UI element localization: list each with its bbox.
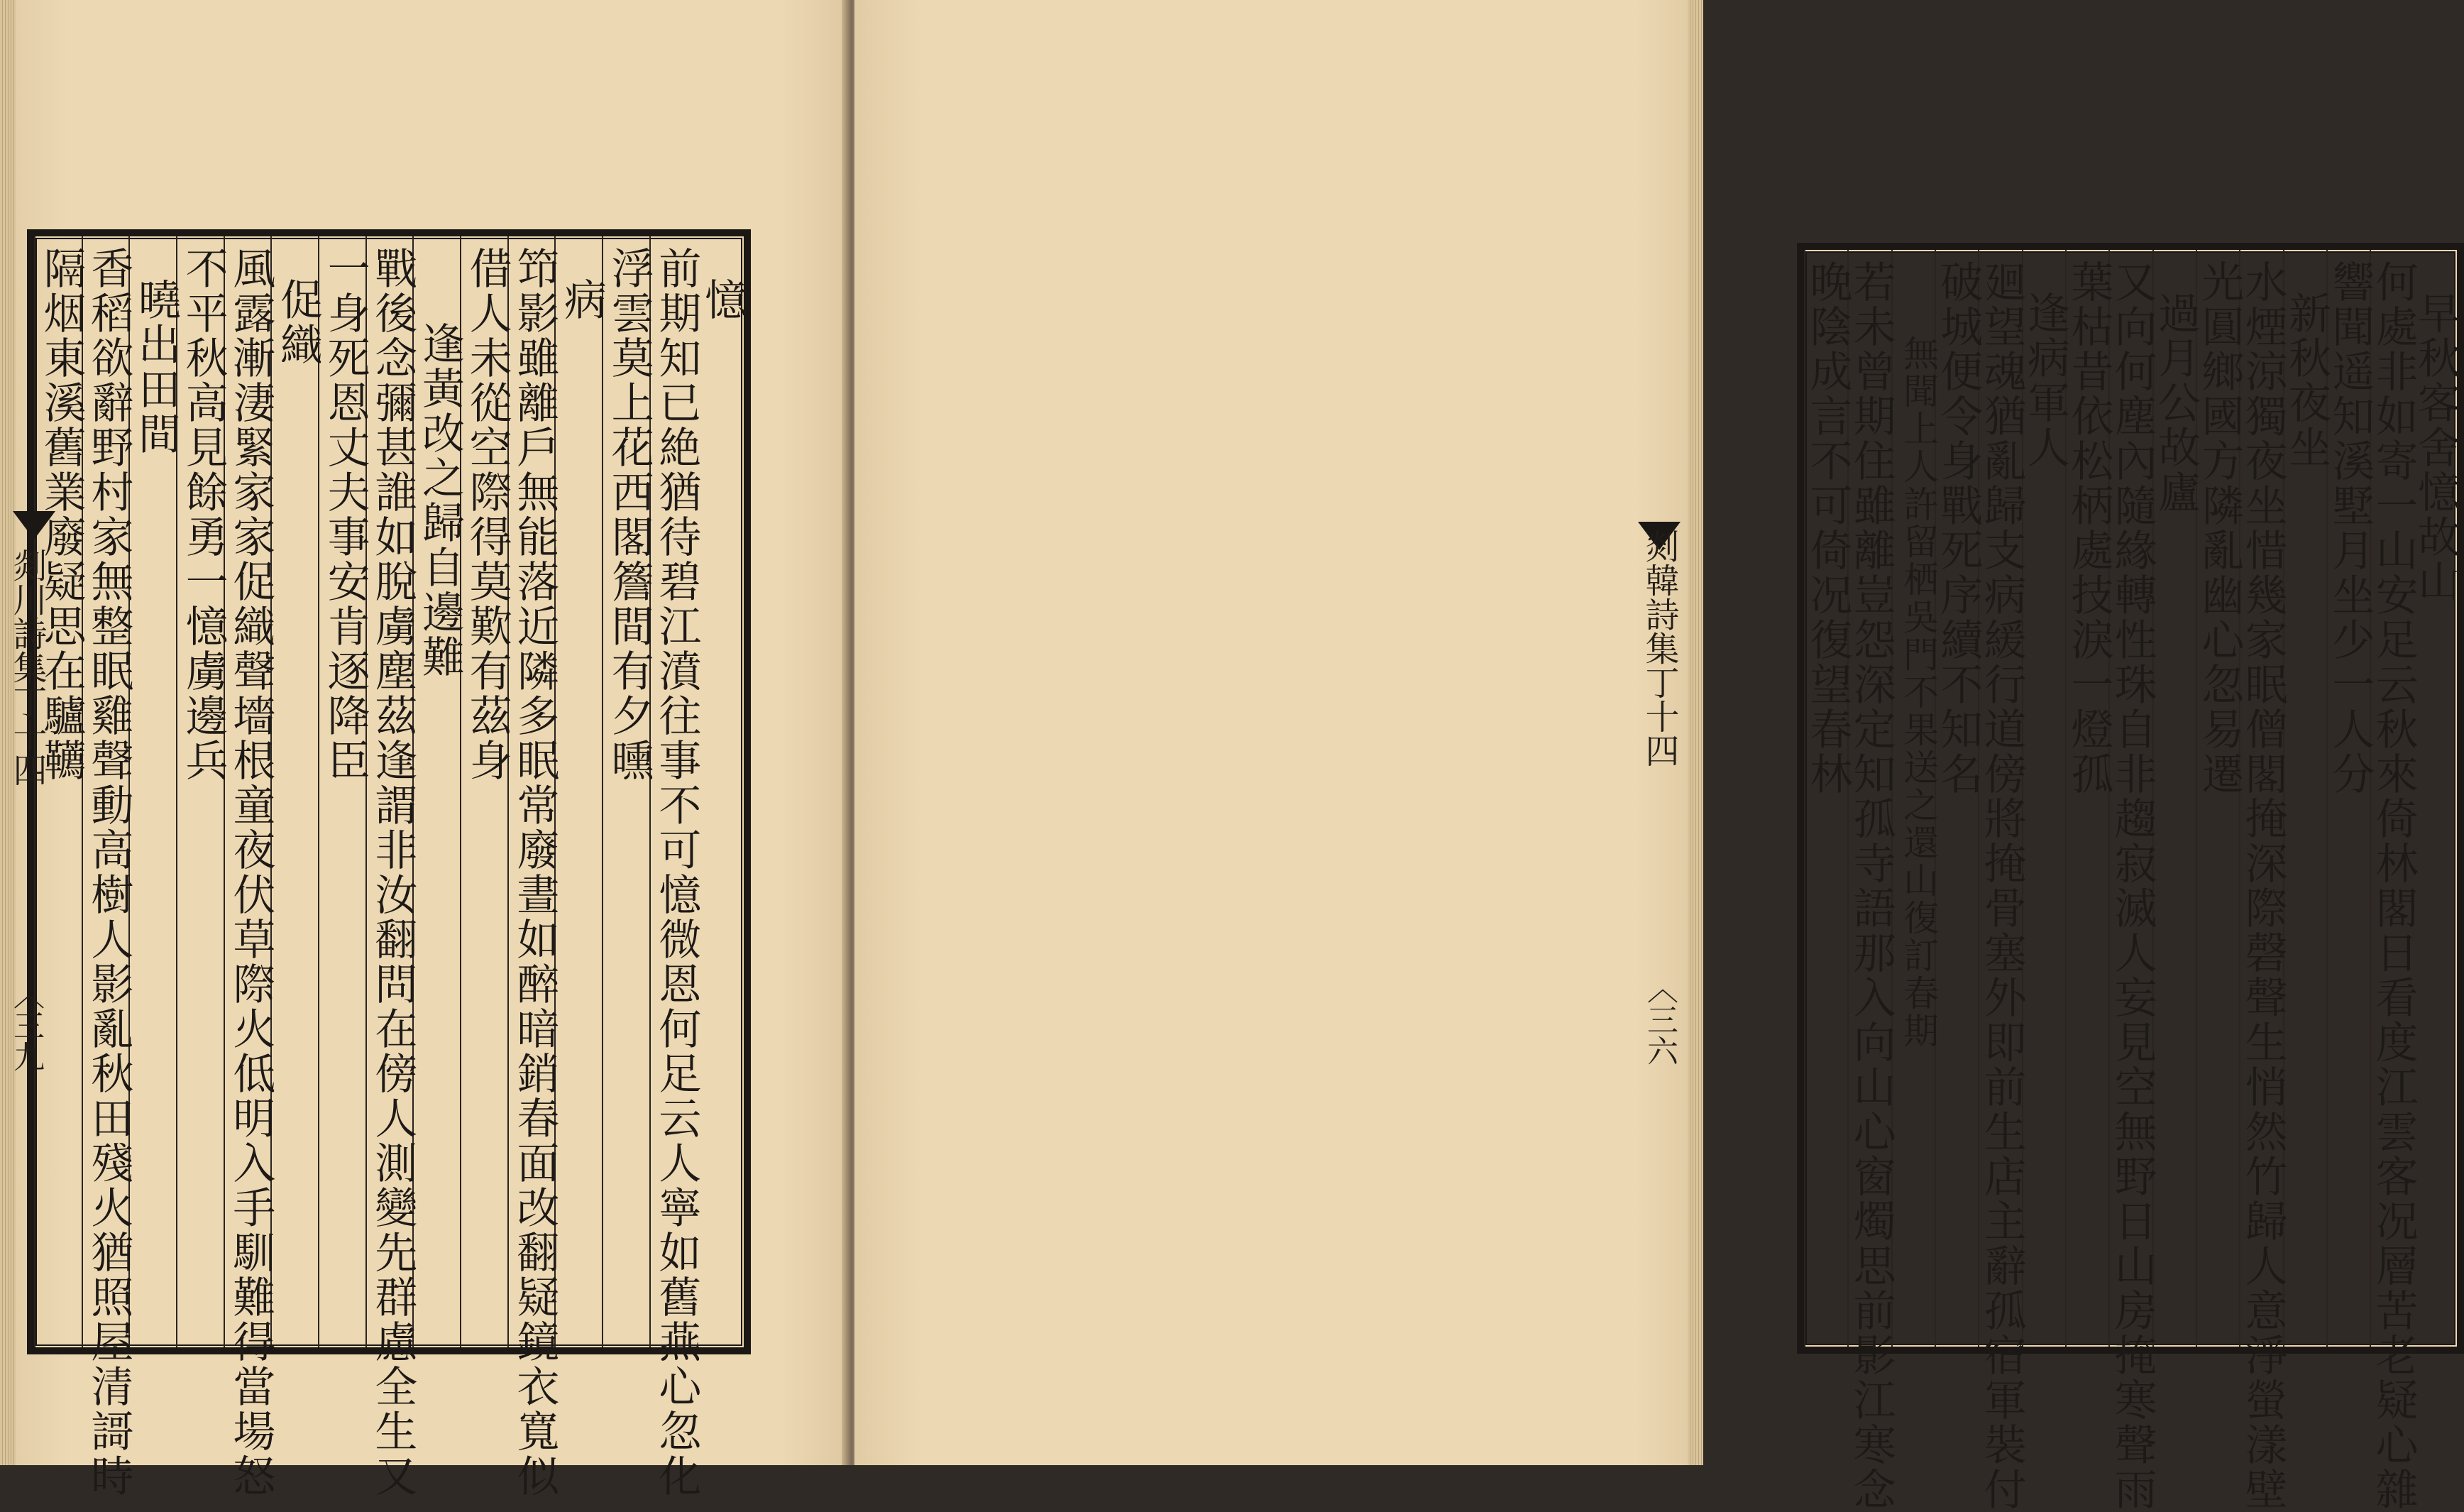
poem-line: 又向何塵內隨緣轉性珠自非趨寂滅人妄見空無野日山房掩寒聲雨 [2107,260,2157,1512]
poem-line: 響聞遥知溪墅月坐少一人分 [2325,260,2375,796]
poem-text-column [224,236,276,1499]
poem-line: 戰後念彌甚誰如脫虜塵茲逢謂非汝翻問在傍人測變先群慮全生又 [368,246,418,1499]
poem-title-column [696,236,747,1347]
poem-title-column [2410,250,2460,1347]
poem-line: 一身死恩丈夫事安肯逐降臣 [320,246,370,783]
poem-title-column [2020,250,2070,1347]
right-page [854,0,2460,1512]
left-text-frame [27,229,751,1499]
right-text-frame [1797,243,2464,1512]
poem-text-column [460,236,512,1347]
poem-text-column [602,236,654,1347]
poem-title: 逢病軍人 [2020,291,2070,470]
poem-line: 水煙涼獨夜坐惜幾家眠僧閣掩深際磬聲生悄然竹歸人意淨螢漾壁 [2238,260,2288,1512]
poem-text-column [1803,250,1853,1347]
poem-title-column [2281,250,2331,1347]
poem-text-column [2064,250,2114,1347]
poem-title: 逢黃改之歸自邊難 [414,322,465,679]
fold-fishtail-mark [13,511,55,539]
poem-title-column [412,236,465,1347]
poem-title-column [128,236,181,1347]
page-edge-strip [1688,0,1703,1465]
right-rail-label: 剡韓詩集丁十四 [1639,529,1679,767]
poem-title: 病 [556,278,607,322]
poem-title: 曉出田間 [131,278,181,456]
poem-title-column [1891,250,1939,1347]
poem-line: 隔烟東溪舊業廢疑思在驢韉 [36,246,87,783]
poem-text-column [176,236,229,1347]
poem-line: 笻影雖離戶無能落近隣多眠常廢晝如醉暗銷春面改翻疑鏡衣寬似 [510,246,560,1499]
poem-title: 無聞上人許留栖吳門不果送之還山復訂春期 [1897,335,1939,1050]
poem-text-column [1976,250,2027,1512]
right-folio-number: 〈三六 [1641,973,1678,1066]
poem-line: 風露漸淒緊家家促織聲墻根童夜伏草際火低明入手馴難得當場怒 [226,246,276,1499]
poem-line: 葉枯昔依松柄處技淚一燈孤 [2064,260,2114,796]
poem-line: 浮雲莫上花西閣簷間有夕曛 [604,246,654,783]
poem-title: 早秋客舍憶故山 [2410,291,2460,604]
poem-line: 前期知已絶猶待碧江濆往事不可憶微恩何足云人寧如舊燕心忽化 [651,246,702,1499]
poem-text-column [1846,250,1896,1512]
poem-text-column [1933,250,1984,1347]
left-folio-number: 〈三九 [8,978,44,1072]
poem-line: 破城便令身戰死序續不知名 [1933,260,1984,796]
poem-text-column [2194,250,2245,1347]
poem-line: 若未曾期住雖離豈怨深定知孤寺語那入向山心窗燭思前影江寒念 [1846,260,1896,1512]
poem-text-column [2368,250,2419,1512]
poem-text-column [649,236,702,1499]
poem-title-column [2150,250,2201,1347]
poem-text-column [2107,250,2157,1512]
left-rail-label: 剡川詩集丁十四 [7,548,47,787]
poem-title-column [554,236,607,1347]
poem-text-column [82,236,134,1499]
poem-text-column [318,236,370,1347]
poem-line: 何處非如寄一山安足云秋來倚林閣日看度江雲客况層苦老疑心雜 [2368,260,2419,1512]
poem-text-column [2238,250,2288,1512]
poem-line: 晚陰成言不可倚况復望春林 [1803,260,1853,796]
poem-text-column [507,236,560,1499]
poem-line: 不平秋高見餘勇一憶虜邊兵 [178,246,229,783]
left-page [0,0,849,1499]
poem-line: 廻望魂猶亂歸支病緩行道傍將掩骨塞外即前生店主辭孤宿軍裝付 [1976,260,2027,1512]
poem-text-column [2325,250,2375,1347]
poem-text-column [34,236,87,1347]
poem-text-column [365,236,418,1499]
poem-line: 光圓鄉國方隣亂幽心忽易遷 [2194,260,2245,796]
poem-line: 香稻欲辭野村家無整眠雞聲動高樹人影亂秋田殘火猶照屋清謌時 [84,246,134,1499]
poem-title: 促織 [273,278,323,367]
poem-line: 借人未從空際得莫歎有茲身 [462,246,512,783]
poem-title: 過月公故廬 [2150,291,2201,515]
poem-title: 憶 [697,278,747,322]
poem-title-column [270,236,323,1347]
poem-title: 新秋夜坐 [2281,291,2331,470]
